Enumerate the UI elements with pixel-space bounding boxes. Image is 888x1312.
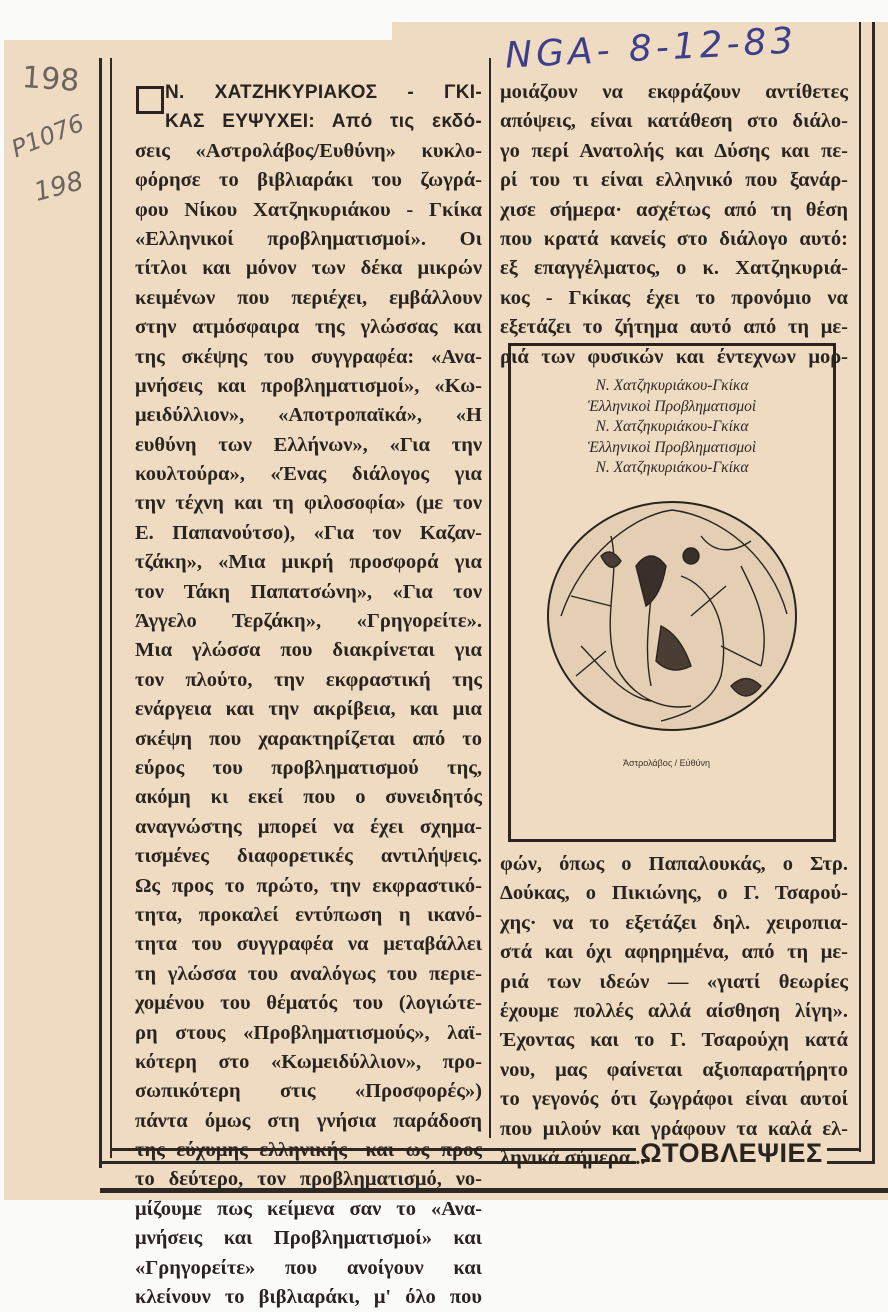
article-line: ληνικά σήμερα... bbox=[500, 1146, 646, 1169]
article-line: ρη στους «Προβληματισμούς», λαϊ- bbox=[135, 1021, 482, 1044]
article-line: Ως προς το πρώτο, την εκφραστικό- bbox=[135, 874, 482, 897]
article-line: ενάργεια και την ακρίβεια, και μια bbox=[135, 698, 482, 721]
article-line: ΚΑΣ ΕΥΨΥΧΕΙ: Από τις εκδό- bbox=[165, 111, 482, 133]
article-line: μίζουμε πως κείμενα σαν το «Ανα- bbox=[135, 1197, 482, 1220]
article-line: «Ελληνικοί προβληματισμοί». Οι bbox=[135, 227, 482, 250]
article-line: Έχοντας και το Γ. Τσαρούχη κατά bbox=[500, 1029, 848, 1052]
article-line: της εύχυμης ελληνικής· και ως προς bbox=[135, 1139, 482, 1162]
article-line: το δεύτερο, τον προβληματισμό, νο- bbox=[135, 1168, 482, 1191]
article-line: πάντα όμως στη γνήσια παράδοση bbox=[135, 1109, 482, 1132]
article-line: χης· να το εξετάζει δηλ. χειροπια- bbox=[500, 911, 848, 934]
article-line: ριά των ιδεών — «γιατί θεωρίες bbox=[500, 970, 848, 993]
article-line: νου, μας φαίνεται αξιοπαρατήρητο bbox=[500, 1058, 848, 1081]
article-line: «Γρηγορείτε» που ανοίγουν και bbox=[135, 1256, 482, 1279]
article-line: εξ επαγγέλματος, ο κ. Χατζηκυριά- bbox=[500, 257, 848, 280]
handwritten-number: 198 bbox=[20, 60, 81, 99]
book-cover-title-line: Ἑλληνικοὶ Προβληματισμοὶ bbox=[587, 397, 757, 415]
article-line: που κρατά κανείς στο διάλογο αυτό: bbox=[500, 227, 848, 250]
article-line: ακόμη κι εκεί που ο συνειδητός bbox=[135, 786, 482, 809]
article-line: ευθύνη των Ελλήνων», «Για την bbox=[135, 433, 482, 456]
article-line: τητα του συγγραφέα να μεταβάλλει bbox=[135, 933, 482, 956]
article-line: τον πλούτο, την εκφραστική της bbox=[135, 668, 482, 691]
book-cover-titles bbox=[511, 376, 833, 479]
article-line: τζάκη», «Μια μικρή προσφορά για bbox=[135, 551, 482, 574]
left-border-rule-inner bbox=[110, 58, 112, 1158]
article-line: τητα, προκαλεί εντύπωση η ικανό- bbox=[135, 903, 482, 926]
book-cover-title-line: Ν. Χατζηκυριάκου-Γκίκα bbox=[595, 377, 749, 394]
article-line: κότερη στο «Κωμειδύλλιον», προ- bbox=[135, 1050, 482, 1073]
article-line: κουλτούρα», «Ένας διάλογος για bbox=[135, 463, 482, 486]
left-border-rule bbox=[99, 58, 102, 1168]
article-line: αναγνώστης μπορεί να έχει σχημα- bbox=[135, 815, 482, 838]
article-line: Μια γλώσσα που διακρίνεται για bbox=[135, 639, 482, 662]
article-line: χομένου του θέματός του (λογιώτε- bbox=[135, 992, 482, 1015]
book-cover-image bbox=[508, 343, 836, 842]
handwritten-number-2: 198 bbox=[30, 166, 87, 208]
etching-medallion-illustration bbox=[541, 496, 803, 736]
article-line: κειμένων που περιέχει, εμβάλλουν bbox=[135, 286, 482, 309]
article-right-column-bottom bbox=[500, 850, 848, 1173]
article-line: τίτλοι και μόνον των δέκα μικρών bbox=[135, 257, 482, 280]
article-line: σκέψη που χαρακτηρίζεται από το bbox=[135, 727, 482, 750]
article-line: έχουμε πολλές αλλά αίσθηση λίγη». bbox=[500, 999, 848, 1022]
article-line: την τέχνη και τη φιλοσοφία» (με τον bbox=[135, 492, 482, 515]
column-divider bbox=[489, 58, 491, 1138]
article-line: τη γλώσσα του αναλόγως του περιε- bbox=[135, 962, 482, 985]
article-line: φών, όπως ο Παπαλουκάς, ο Στρ. bbox=[500, 853, 848, 875]
article-line: της σκέψης του συγγραφέα: «Ανα- bbox=[135, 345, 482, 368]
article-line: κος - Γκίκας έχει το προνόμιο να bbox=[500, 286, 848, 309]
article-line: εξετάζει το ζήτημα αυτό από τη με- bbox=[500, 316, 848, 339]
article-line: φόρησε το βιβλιαράκι του ζωγρά- bbox=[135, 169, 482, 192]
article-left-column bbox=[135, 78, 482, 1312]
book-cover-title-line: Ν. Χατζηκυριάκου-Γκίκα bbox=[595, 418, 749, 436]
article-line: τισμένες διαφορετικές αντιλήψεις. bbox=[135, 845, 482, 868]
article-line: ρί του τι είναι ελληνικό που ξανάρ- bbox=[500, 169, 848, 192]
article-line: κλείνουν το βιβλιαράκι, μ' όλο που bbox=[135, 1286, 482, 1309]
article-line: στην ατμόσφαιρα της γλώσσας και bbox=[135, 316, 482, 339]
article-line: μοιάζουν να εκφράζουν αντίθετες bbox=[500, 81, 848, 103]
article-right-column-top bbox=[500, 78, 848, 372]
article-line: το γεγονός ότι ζωγράφοι είναι αυτοί bbox=[500, 1088, 848, 1111]
article-line: χισε σήμερα· ασχέτως από τη θέση bbox=[500, 198, 848, 221]
article-line: ριά των φυσικών και έντεχνων μορ- bbox=[500, 345, 848, 368]
article-line: τον Τάκη Παπατσώνη», «Για τον bbox=[135, 580, 482, 603]
article-line: μειδύλλιον», «Αποτροπαϊκά», «Η bbox=[135, 404, 482, 427]
article-line: γο περί Ανατολής και Δύσης και πε- bbox=[500, 139, 848, 162]
book-cover-title-line: Ἑλληνικοὶ Προβληματισμοὶ bbox=[587, 438, 757, 456]
article-line: φου Νίκου Χατζηκυριάκου - Γκίκα bbox=[135, 198, 482, 221]
article-line: Ε. Παπανούτσο), «Για τον Καζαν- bbox=[135, 521, 482, 544]
article-line: στά και όχι αφηρημένα, από τη με- bbox=[500, 941, 848, 964]
book-cover-title-line: Ν. Χατζηκυριάκου-Γκίκα bbox=[595, 459, 749, 477]
column-heading: ΩΤΟΒΛΕΨΙΕΣ bbox=[636, 1138, 827, 1169]
handwritten-date: NGA- 8-12-83 bbox=[504, 20, 799, 77]
article-line: απόψεις, είναι κατάθεση στο διάλο- bbox=[500, 110, 848, 133]
article-line: που μιλούν και γράφουν τα καλά ελ- bbox=[500, 1117, 848, 1140]
article-line: σωπικότερη στις «Προσφορές») bbox=[135, 1080, 482, 1103]
article-line: εύρος του προβληματισμού της, bbox=[135, 756, 482, 779]
article-line: μνήσεις και προβληματισμοί», «Κω- bbox=[135, 374, 482, 397]
article-line: σεις «Αστρολάβος/Ευθύνη» κυκλο- bbox=[135, 139, 482, 162]
article-line: Δούκας, ο Πικιώνης, ο Γ. Τσαρού- bbox=[500, 882, 848, 905]
handwritten-code: Ρ1076 bbox=[7, 108, 89, 164]
article-line: Ν. ΧΑΤΖΗΚΥΡΙΑΚΟΣ - ΓΚΙ- bbox=[165, 82, 482, 103]
article-line: μνήσεις και Προβληματισμοί» και bbox=[135, 1227, 482, 1250]
book-publisher-caption: Ἀστρολάβος / Εὐθύνη bbox=[623, 758, 711, 768]
article-line: Άγγελο Τερζάκη», «Γρηγορείτε». bbox=[135, 610, 482, 633]
right-border-rule bbox=[872, 22, 875, 1164]
right-border-rule-inner bbox=[859, 22, 861, 1152]
